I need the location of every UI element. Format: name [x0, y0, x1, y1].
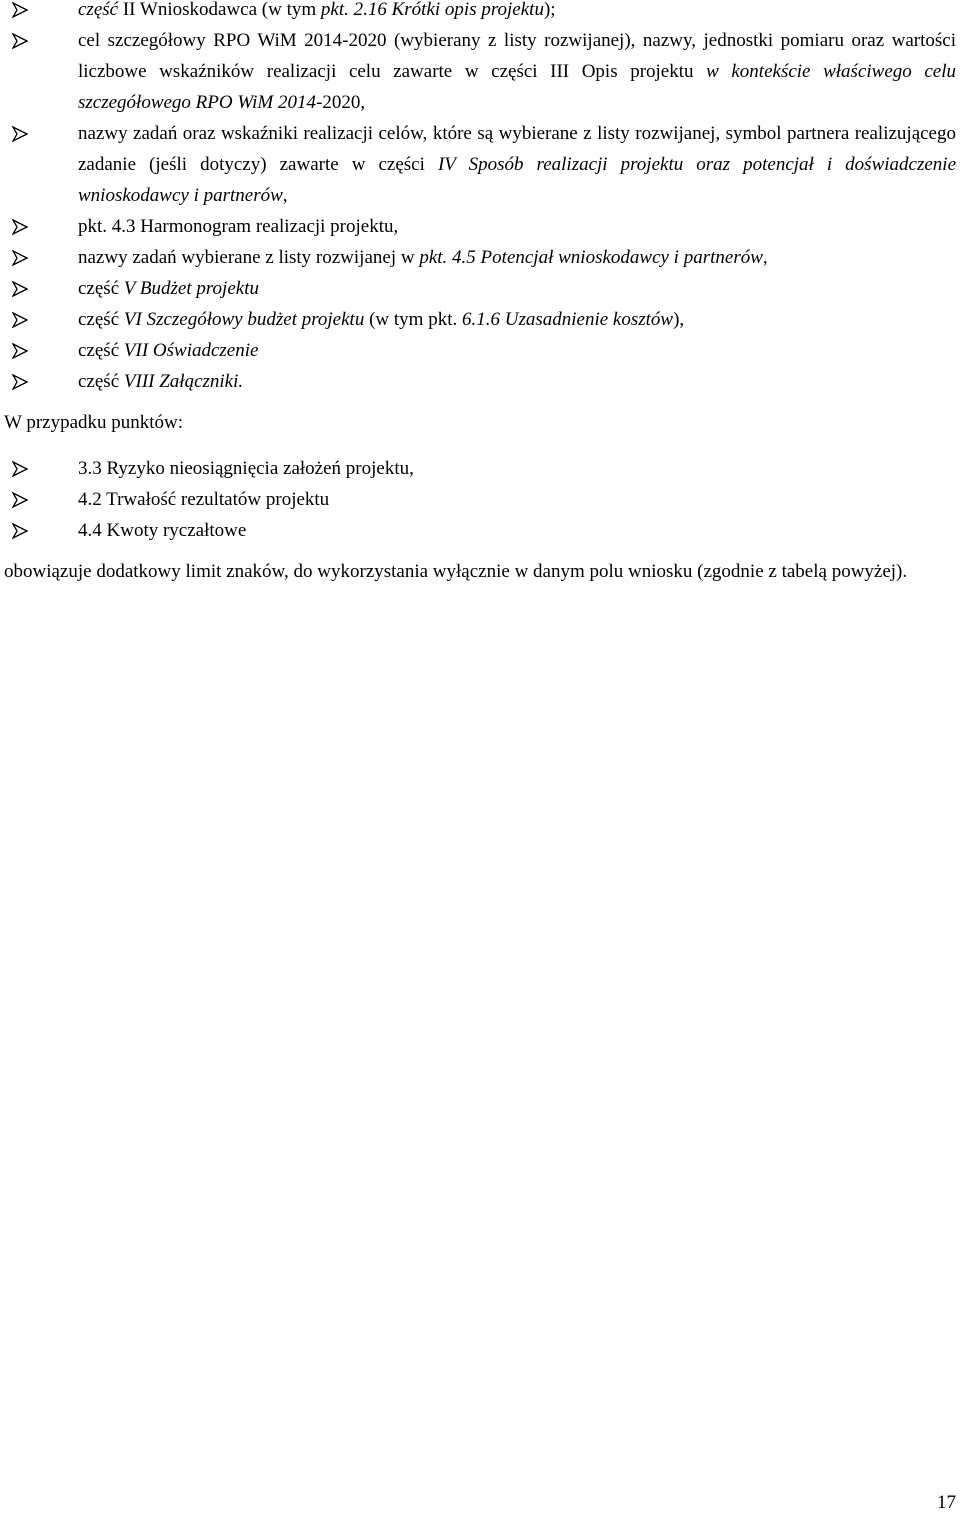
text: w kontekście właściwego celu szczegółowego RPO WiM 2014	[78, 61, 956, 113]
document-page	[0, 0, 960, 588]
text: (w tym pkt.	[364, 309, 462, 330]
list-item	[0, 515, 960, 546]
text: ,	[282, 185, 288, 206]
list-item	[0, 484, 960, 515]
text: VII Oświadczenie	[123, 340, 259, 361]
text: część	[78, 0, 119, 20]
text: nazwy zadań oraz wskaźniki realizacji celów, które są wybierane z listy rozwijanej, symbol partnera realizującego zadanie (jeśli dotyczy) zawarte w części	[78, 123, 956, 175]
page-number: 17	[937, 1492, 956, 1513]
text: 3.3 Ryzyko nieosiągnięcia założeń projektu,	[78, 458, 414, 479]
list-item	[0, 25, 960, 118]
text: V Budżet projektu	[123, 278, 259, 299]
list-item	[0, 118, 960, 211]
arrowhead-bullet-icon	[12, 304, 28, 335]
text: -2020,	[316, 92, 366, 113]
body-paragraph: obowiązuje dodatkowy limit znaków, do wykorzystania wyłącznie w danym polu wniosku (zgodnie z tabelą powyżej).	[4, 561, 908, 582]
text: II Wnioskodawca (w tym	[118, 0, 321, 20]
list-item	[0, 304, 960, 335]
points-list	[0, 453, 960, 546]
text: część	[78, 278, 124, 299]
text: );	[543, 0, 556, 20]
text: część	[78, 371, 124, 392]
arrowhead-bullet-icon	[12, 25, 28, 56]
list-item	[0, 453, 960, 484]
text: pkt. 2.16 Krótki opis projektu	[320, 0, 544, 20]
arrowhead-bullet-icon	[12, 484, 28, 515]
text: VIII Załączniki.	[123, 371, 244, 392]
text: VI Szczegółowy budżet projektu	[123, 309, 365, 330]
arrowhead-bullet-icon	[12, 366, 28, 397]
arrowhead-bullet-icon	[12, 453, 28, 484]
arrowhead-bullet-icon	[12, 211, 28, 242]
text: ,	[762, 247, 768, 268]
arrowhead-bullet-icon	[12, 242, 28, 273]
arrowhead-bullet-icon	[12, 515, 28, 546]
text: 4.2 Trwałość rezultatów projektu	[78, 489, 330, 510]
list-item	[0, 0, 960, 25]
list-item	[0, 335, 960, 366]
text: pkt. 4.5 Potencjał wnioskodawcy i partnerów	[419, 247, 763, 268]
section-intro: W przypadku punktów:	[4, 412, 184, 433]
text: cel szczegółowy RPO WiM 2014-2020 (wybierany z listy rozwijanej), nazwy, jednostki pomiaru oraz wartości liczbowe wskaźników realizacji celu zawarte w części III Opis projektu	[78, 30, 956, 82]
text: IV Sposób realizacji projektu oraz potencjał i doświadczenie wnioskodawcy i partnerów	[78, 154, 956, 206]
arrowhead-bullet-icon	[12, 273, 28, 304]
arrowhead-bullet-icon	[12, 335, 28, 366]
text: 6.1.6 Uzasadnienie kosztów	[461, 309, 674, 330]
text: nazwy zadań wybierane z listy rozwijanej w	[78, 247, 420, 268]
text: część	[78, 309, 124, 330]
list-item	[0, 211, 960, 242]
text: 4.4 Kwoty ryczałtowe	[78, 520, 247, 541]
text: ),	[673, 309, 685, 330]
arrowhead-bullet-icon	[12, 0, 28, 25]
text: część	[78, 340, 124, 361]
list-item	[0, 273, 960, 304]
text: pkt. 4.3 Harmonogram realizacji projektu,	[78, 216, 399, 237]
list-item	[0, 242, 960, 273]
list-item	[0, 366, 960, 397]
arrowhead-bullet-icon	[12, 118, 28, 149]
requirements-list	[0, 0, 960, 397]
